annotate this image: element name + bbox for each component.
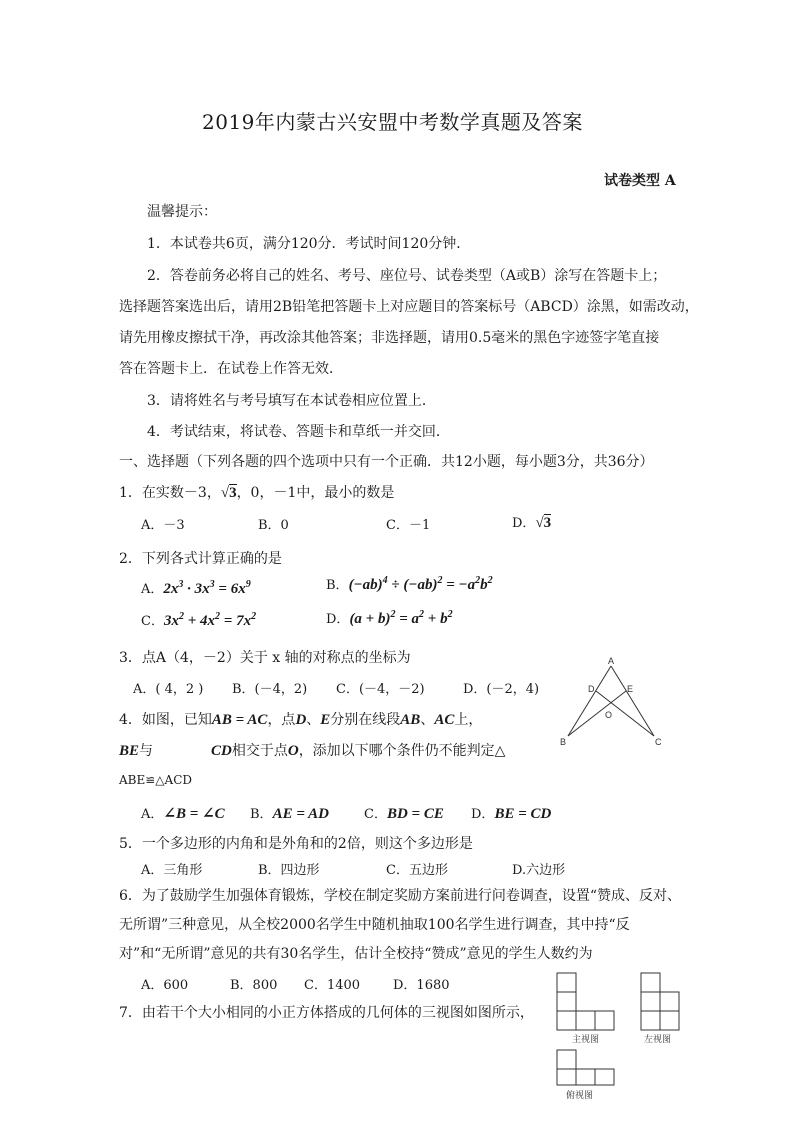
front-view-grid xyxy=(557,973,614,1030)
q4-a-label: A． xyxy=(141,807,164,822)
q4-given: AB = AC xyxy=(211,712,268,728)
q4-point-o: O xyxy=(287,743,299,759)
q4-text-2: ，点 xyxy=(267,712,296,728)
q2-option-d xyxy=(326,608,453,628)
q4-point-d: D xyxy=(295,712,307,728)
q4-b-label: B． xyxy=(250,807,273,822)
q4-seg-ab: AB xyxy=(400,712,421,728)
q3-option-c: C．(－4，－2) xyxy=(336,682,425,697)
q4-option-c xyxy=(364,803,444,823)
left-view-label: 左视图 xyxy=(644,1034,672,1044)
q1-stem-start: 1．在实数－3， xyxy=(119,485,221,501)
question-6-line-2: 无所谓”三种意见，从全校2000名学生中随机抽取100名学生进行调查，其中持“反 xyxy=(119,917,630,933)
q2-option-b xyxy=(326,574,493,594)
tip-2-line-4: 答在答题卡上．在试卷上作答无效． xyxy=(119,361,343,377)
q4-sep-2: 、 xyxy=(420,712,435,728)
front-view-label: 主视图 xyxy=(572,1034,600,1044)
q3-option-a: A．( 4，2 ) xyxy=(133,682,204,697)
segment-be xyxy=(568,691,626,736)
page-title: 2019年内蒙古兴安盟中考数学真题及答案 xyxy=(202,110,583,134)
label-e: E xyxy=(627,684,634,694)
tip-3: 3．请将姓名与考号填写在本试卷相应位置上． xyxy=(147,393,436,409)
q6-option-c: C．1400 xyxy=(304,978,361,993)
question-6-line-3: 对”和“无所谓”意见的共有30名学生，估计全校持“赞成”意见的学生人数约为 xyxy=(119,946,593,962)
q4-c-label: C． xyxy=(364,807,387,822)
q2-a-formula: $2x^3 \cdot 3x^3 = 6x^9$ xyxy=(163,579,251,597)
sqrt-symbol-d: √ xyxy=(535,515,544,531)
q3-option-d: D．(－2，4) xyxy=(463,682,540,697)
question-4-line-3: ABE≌△ACD xyxy=(119,773,192,787)
q4-option-a xyxy=(141,803,225,823)
q1-option-a: A．－3 xyxy=(141,518,185,533)
paper-type: 试卷类型 A xyxy=(604,173,676,189)
sqrt-radicand: 3 xyxy=(229,485,237,501)
question-4-line-2-start xyxy=(119,740,153,760)
q4-seg-ac: AC xyxy=(434,712,455,728)
q4-point-e: E xyxy=(320,712,331,728)
q6-option-b: B．800 xyxy=(230,978,278,993)
q4-c-value: BD = CE xyxy=(386,806,444,822)
q2-c-formula: $3x^2 + 4x^2 = 7x^2$ xyxy=(163,611,257,629)
segment-ac xyxy=(611,666,654,736)
tip-2-line-1: 2．答卷前务必将自己的姓名、考号、座位号、试卷类型（A或B）涂写在答题卡上； xyxy=(147,268,667,284)
question-1-stem xyxy=(119,482,394,502)
q2-d-formula: $(a + b)^2 = a^2 + b^2$ xyxy=(349,609,453,627)
q2-c-label: C． xyxy=(141,614,164,629)
q4-seg-cd: CD xyxy=(211,743,232,759)
q4-option-b xyxy=(250,803,329,823)
q2-option-a xyxy=(141,578,251,598)
label-o: O xyxy=(605,710,613,720)
left-view-grid xyxy=(641,973,679,1030)
q4-and: 与 xyxy=(139,743,154,759)
tip-1: 1．本试卷共6页，满分120分．考试时间120分钟． xyxy=(147,236,471,252)
q1-option-c: C．－1 xyxy=(386,518,431,533)
question-3-stem: 3．点A（4，－2）关于 x 轴的对称点的坐标为 xyxy=(119,650,411,666)
q4-option-d xyxy=(471,803,551,823)
segment-ab xyxy=(568,666,611,736)
q4-a-value: ∠B = ∠C xyxy=(163,806,225,822)
question-4-line-1 xyxy=(119,709,482,729)
three-views-figure xyxy=(552,970,692,1105)
q2-b-label: B． xyxy=(326,578,349,593)
q2-d-label: D． xyxy=(326,612,350,627)
q2-a-label: A． xyxy=(141,582,164,597)
section-heading: 一、选择题（下列各题的四个选项中只有一个正确．共12小题，每小题3分，共36分） xyxy=(119,454,654,470)
tip-4: 4．考试结束，将试卷、答题卡和草纸一并交回． xyxy=(147,424,450,440)
q5-option-d: D.六边形 xyxy=(512,863,566,878)
q4-b-value: AE = AD xyxy=(272,806,329,822)
q4-text-3: 分别在线段 xyxy=(330,712,401,728)
label-d: D xyxy=(588,684,595,694)
q6-option-a: A．600 xyxy=(141,978,189,993)
question-4-line-2-end xyxy=(211,740,505,760)
triangle-diagram xyxy=(555,657,675,752)
q4-text-4: 上， xyxy=(454,712,483,728)
q2-option-c xyxy=(141,610,256,630)
top-view-label: 俯视图 xyxy=(566,1090,594,1100)
top-view-grid xyxy=(557,1050,614,1085)
q1-stem-end: ，0，－1中，最小的数是 xyxy=(236,485,395,501)
q1-option-d-label: D． xyxy=(512,516,536,531)
sqrt-symbol: √ xyxy=(220,485,230,501)
q5-option-a: A．三角形 xyxy=(141,863,203,878)
q3-option-b: B．(－4，2) xyxy=(232,682,308,697)
q4-d-label: D． xyxy=(471,807,495,822)
q5-option-b: B．四边形 xyxy=(258,863,320,878)
q4-text-6: ，添加以下哪个条件仍不能判定△ xyxy=(298,743,506,759)
q4-seg-be: BE xyxy=(119,743,140,759)
q6-option-d: D．1680 xyxy=(393,978,450,993)
tips-heading: 温馨提示： xyxy=(147,204,217,220)
label-c: C xyxy=(655,737,662,747)
question-6-line-1: 6．为了鼓励学生加强体育锻炼，学校在制定奖励方案前进行问卷调查，设置“赞成、反对、 xyxy=(119,888,682,904)
q1-option-b: B．0 xyxy=(258,518,289,533)
label-a: A xyxy=(608,657,615,666)
q5-option-c: C．五边形 xyxy=(386,863,448,878)
q2-b-formula: $(-ab)^4 \div (-ab)^2 = -a^2b^2$ xyxy=(348,575,493,593)
question-2-stem: 2．下列各式计算正确的是 xyxy=(119,551,282,567)
question-7-stem: 7．由若干个大小相同的小正方体搭成的几何体的三视图如图所示， xyxy=(119,1005,534,1021)
q4-text-1: 4．如图，已知 xyxy=(119,712,212,728)
q1-option-d-radicand: 3 xyxy=(543,515,552,531)
q4-text-5: 相交于点 xyxy=(231,743,288,759)
question-5-stem: 5．一个多边形的内角和是外角和的2倍，则这个多边形是 xyxy=(119,836,473,852)
q4-d-value: BE = CD xyxy=(494,806,552,822)
label-b: B xyxy=(560,737,567,747)
tip-2-line-2: 选择题答案选出后，请用2B铅笔把答题卡上对应题目的答案标号（ABCD）涂黑，如需改动， xyxy=(119,299,699,315)
tip-2-line-3: 请先用橡皮擦拭干净，再改涂其他答案；非选择题，请用0.5毫米的黑色字迹签字笔直接 xyxy=(119,330,660,346)
q4-sep-1: 、 xyxy=(306,712,321,728)
q1-option-d xyxy=(512,512,551,532)
